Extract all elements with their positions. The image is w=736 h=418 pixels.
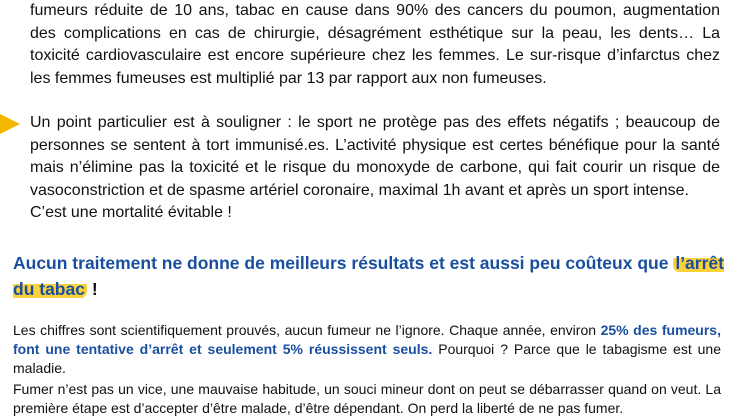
triangle-arrow-icon bbox=[0, 113, 20, 135]
paragraph-health-risks: fumeurs réduite de 10 ans, tabac en cause dans 90% des cancers du poumon, augmentation des complications en cas de chirurgie, désagrément esthétique sur la peau, les dents… La toxicité cardiovasculaire est encore supérieure chez les femmes. Le sur-risque d’infarctus chez les femmes fumeuses est multiplié par 13 par rapport aux non fumeuses. bbox=[30, 2, 720, 87]
paragraph-addiction: Fumer n’est pas un vice, une mauvaise habitude, un souci mineur dont on peut se débarrasser quand on veut. La première étape est d’accepter d’être malade, d’être dépendant. On perd la liberté de ne pas fumer. bbox=[13, 381, 721, 416]
statistics-text-end: Pourquoi ? Parce que le tabagisme est une maladie. bbox=[13, 341, 721, 376]
heading-main-text: Aucun traitement ne donne de meilleurs résultats et est aussi peu coûteux que bbox=[13, 253, 669, 273]
section-heading bbox=[13, 250, 725, 302]
paragraph-statistics bbox=[13, 321, 721, 378]
heading-suffix: ! bbox=[86, 279, 98, 299]
paragraph-sport-text: Un point particulier est à souligner : le sport ne protège pas des effets négatifs ; beaucoup de personnes se sentent à tort immunisé.es. L’activité physique est certes bénéfique pour la santé mais n’élimine pas la toxicité et le risque du monoxyde de carbone, qui fait courir un risque de vasoconstriction et de spasme artériel coronaire, maximal 1h avant et après un sport intense. bbox=[30, 114, 720, 199]
statistics-emphasis: 25% des fumeurs, font une tentative d’arrêt et seulement 5% réussissent seuls. bbox=[13, 322, 721, 357]
paragraph-sport bbox=[30, 112, 720, 225]
heading-highlight: l’arrêt du tabac bbox=[13, 253, 724, 299]
statistics-text-start: Les chiffres sont scientifiquement prouvés, aucun fumeur ne l’ignore. Chaque année, environ bbox=[13, 322, 601, 338]
paragraph-sport-conclusion: C’est une mortalité évitable ! bbox=[30, 204, 232, 221]
